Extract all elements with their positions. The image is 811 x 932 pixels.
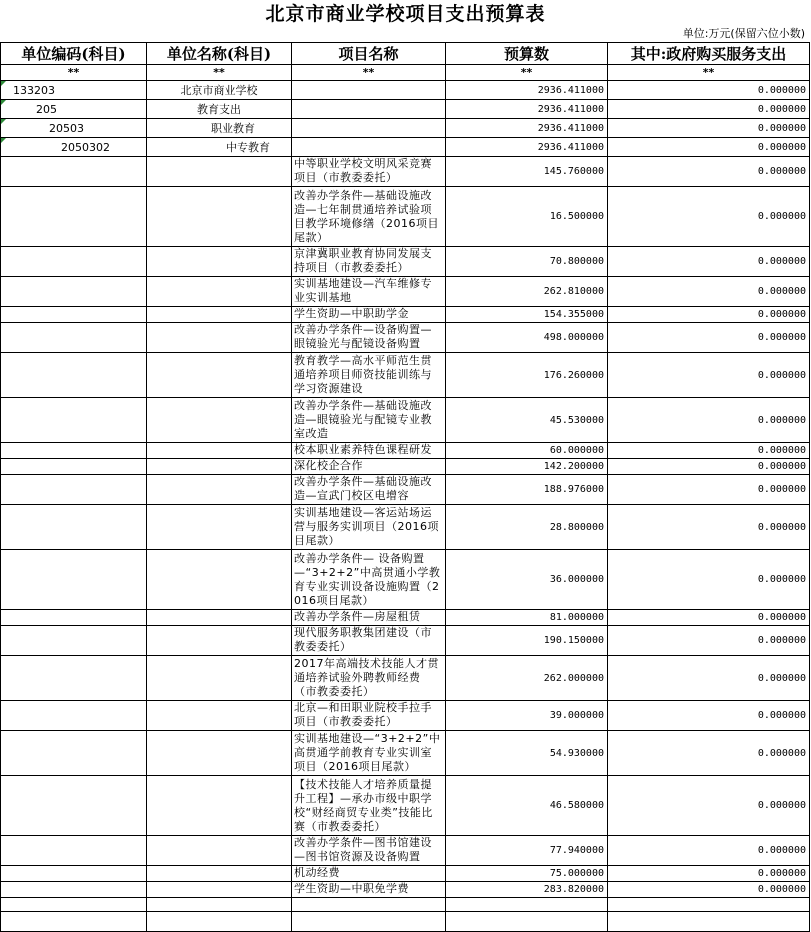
unit-name-cell (147, 550, 292, 610)
project-name-cell: 改善办学条件—基础设施改造—宣武门校区电增容 (292, 475, 446, 505)
gov-purchase-cell: 0.000000 (608, 187, 810, 247)
project-name-cell: 改善办学条件—设备购置—眼镜验光与配镜设备购置 (292, 323, 446, 353)
gov-purchase-cell: 0.000000 (608, 475, 810, 505)
table-row (1, 656, 810, 701)
budget-cell: 190.150000 (446, 626, 608, 656)
unit-code-cell (1, 656, 147, 701)
project-name-cell: 改善办学条件—图书馆建设—图书馆资源及设备购置 (292, 836, 446, 866)
table-row (1, 81, 810, 100)
table-row (1, 550, 810, 610)
project-name-cell: 2017年高端技术技能人才贯通培养试验外聘教师经费（市教委委托） (292, 656, 446, 701)
table-row (1, 157, 810, 187)
budget-cell: 39.000000 (446, 701, 608, 731)
unit-code-cell: 20503 (1, 119, 147, 138)
budget-cell: 36.000000 (446, 550, 608, 610)
unit-code-cell (1, 550, 147, 610)
budget-cell: 46.580000 (446, 776, 608, 836)
unit-name-cell (147, 459, 292, 475)
unit-name-cell (147, 776, 292, 836)
table-row (1, 701, 810, 731)
project-name-cell: 实训基地建设—“3+2+2”中高贯通学前教育专业实训室项目（2016项目尾款） (292, 731, 446, 776)
header-project-name: 项目名称 (292, 43, 446, 65)
table-row (1, 353, 810, 398)
project-name-cell: 京津冀职业教育协同发展支持项目（市教委委托） (292, 247, 446, 277)
table-row (1, 323, 810, 353)
gov-purchase-cell: 0.000000 (608, 157, 810, 187)
unit-name-cell: 职业教育 (147, 119, 292, 138)
unit-code-cell (1, 187, 147, 247)
gov-purchase-cell: 0.000000 (608, 138, 810, 157)
project-name-cell: 深化校企合作 (292, 459, 446, 475)
gov-purchase-cell: 0.000000 (608, 323, 810, 353)
project-name-cell: 改善办学条件—房屋租赁 (292, 610, 446, 626)
budget-table (0, 42, 810, 932)
unit-name-cell (147, 505, 292, 550)
unit-name-cell (147, 475, 292, 505)
project-name-cell: 改善办学条件—基础设施改造—眼镜验光与配镜专业教室改造 (292, 398, 446, 443)
unit-code-cell (1, 443, 147, 459)
unit-code-cell (1, 626, 147, 656)
project-name-cell: 中等职业学校文明风采竞赛项目（市教委委托） (292, 157, 446, 187)
unit-code-cell (1, 701, 147, 731)
header-unit-code: 单位编码(科目) (1, 43, 147, 65)
table-row (1, 836, 810, 866)
table-row (1, 475, 810, 505)
budget-cell: 283.820000 (446, 882, 608, 898)
project-name-cell: 实训基地建设—汽车维修专业实训基地 (292, 277, 446, 307)
unit-name-cell (147, 277, 292, 307)
header-budget: 预算数 (446, 43, 608, 65)
unit-name-cell (147, 157, 292, 187)
project-name-cell: 学生资助—中职助学金 (292, 307, 446, 323)
unit-code-cell (1, 353, 147, 398)
table-row (1, 731, 810, 776)
budget-cell: 498.000000 (446, 323, 608, 353)
unit-name-cell (147, 187, 292, 247)
unit-code-cell (1, 610, 147, 626)
unit-code-cell (1, 776, 147, 836)
stars-row (1, 65, 810, 81)
project-name-cell: 改善办学条件—基础设施改造—七年制贯通培养试验项目教学环境修缮（2016项目尾款） (292, 187, 446, 247)
unit-code-cell (1, 836, 147, 866)
unit-code-cell (1, 459, 147, 475)
project-name-cell: 北京—和田职业院校手拉手项目（市教委委托） (292, 701, 446, 731)
project-name-cell (292, 81, 446, 100)
empty-row (1, 912, 810, 932)
gov-purchase-cell: 0.000000 (608, 398, 810, 443)
unit-name-cell (147, 866, 292, 882)
project-name-cell: 改善办学条件— 设备购置—“3+2+2”中高贯通小学教育专业实训设备设施购置（2016项目尾款） (292, 550, 446, 610)
table-row (1, 882, 810, 898)
header-row (1, 43, 810, 65)
gov-purchase-cell: 0.000000 (608, 307, 810, 323)
unit-code-cell (1, 307, 147, 323)
unit-name-cell (147, 398, 292, 443)
table-row (1, 307, 810, 323)
budget-cell: 81.000000 (446, 610, 608, 626)
unit-name-cell (147, 656, 292, 701)
unit-name-cell (147, 353, 292, 398)
project-name-cell (292, 138, 446, 157)
project-name-cell: 教育教学—高水平师范生贯通培养项目师资技能训练与学习资源建设 (292, 353, 446, 398)
unit-note: 单位:万元(保留六位小数) (682, 27, 805, 40)
gov-purchase-cell: 0.000000 (608, 610, 810, 626)
table-row (1, 443, 810, 459)
budget-cell: 142.200000 (446, 459, 608, 475)
gov-purchase-cell: 0.000000 (608, 701, 810, 731)
project-name-cell: 现代服务职教集团建设（市教委委托） (292, 626, 446, 656)
unit-name-cell (147, 247, 292, 277)
budget-cell: 16.500000 (446, 187, 608, 247)
project-rows (1, 157, 810, 898)
budget-cell: 188.976000 (446, 475, 608, 505)
table-row (1, 505, 810, 550)
budget-cell: 77.940000 (446, 836, 608, 866)
budget-cell: 154.355000 (446, 307, 608, 323)
unit-code-cell (1, 247, 147, 277)
budget-cell: 262.810000 (446, 277, 608, 307)
budget-cell: 54.930000 (446, 731, 608, 776)
budget-cell: 45.530000 (446, 398, 608, 443)
unit-code-cell (1, 277, 147, 307)
unit-code-cell (1, 323, 147, 353)
budget-cell: 262.000000 (446, 656, 608, 701)
unit-name-cell (147, 323, 292, 353)
gov-purchase-cell: 0.000000 (608, 119, 810, 138)
unit-name-cell: 中专教育 (147, 138, 292, 157)
table-row (1, 610, 810, 626)
gov-purchase-cell: 0.000000 (608, 866, 810, 882)
header-unit-name: 单位名称(科目) (147, 43, 292, 65)
stars-cell: ** (446, 65, 608, 81)
table-row (1, 138, 810, 157)
unit-code-cell: 133203 (1, 81, 147, 100)
unit-name-cell (147, 610, 292, 626)
table-row (1, 100, 810, 119)
budget-cell: 2936.411000 (446, 100, 608, 119)
budget-cell: 176.260000 (446, 353, 608, 398)
budget-cell: 2936.411000 (446, 81, 608, 100)
gov-purchase-cell: 0.000000 (608, 656, 810, 701)
header-gov-purchase: 其中:政府购买服务支出 (608, 43, 810, 65)
gov-purchase-cell: 0.000000 (608, 731, 810, 776)
unit-code-cell (1, 157, 147, 187)
project-name-cell: 校本职业素养特色课程研发 (292, 443, 446, 459)
gov-purchase-cell: 0.000000 (608, 836, 810, 866)
stars-cell: ** (292, 65, 446, 81)
unit-name-cell (147, 443, 292, 459)
table-row (1, 187, 810, 247)
stars-cell: ** (147, 65, 292, 81)
unit-name-cell (147, 882, 292, 898)
gov-purchase-cell: 0.000000 (608, 505, 810, 550)
unit-name-cell (147, 836, 292, 866)
unit-name-cell (147, 701, 292, 731)
stars-cell: ** (608, 65, 810, 81)
project-name-cell: 实训基地建设—客运站场运营与服务实训项目（2016项目尾款） (292, 505, 446, 550)
unit-code-cell: 2050302 (1, 138, 147, 157)
project-name-cell: 【技术技能人才培养质量提升工程】—承办市级中职学校“财经商贸专业类”技能比赛（市教委委托） (292, 776, 446, 836)
unit-code-cell (1, 398, 147, 443)
table-row (1, 866, 810, 882)
unit-name-cell: 教育支出 (147, 100, 292, 119)
gov-purchase-cell: 0.000000 (608, 550, 810, 610)
gov-purchase-cell: 0.000000 (608, 882, 810, 898)
table-row (1, 277, 810, 307)
budget-cell: 2936.411000 (446, 119, 608, 138)
gov-purchase-cell: 0.000000 (608, 247, 810, 277)
stars-cell: ** (1, 65, 147, 81)
table-row (1, 398, 810, 443)
unit-code-cell: 205 (1, 100, 147, 119)
unit-code-cell (1, 731, 147, 776)
unit-name-cell (147, 307, 292, 323)
budget-cell: 2936.411000 (446, 138, 608, 157)
empty-row (1, 898, 810, 912)
budget-cell: 60.000000 (446, 443, 608, 459)
budget-cell: 70.800000 (446, 247, 608, 277)
gov-purchase-cell: 0.000000 (608, 459, 810, 475)
table-row (1, 459, 810, 475)
budget-cell: 75.000000 (446, 866, 608, 882)
unit-name-cell (147, 626, 292, 656)
project-name-cell: 机动经费 (292, 866, 446, 882)
budget-cell: 28.800000 (446, 505, 608, 550)
project-name-cell (292, 119, 446, 138)
gov-purchase-cell: 0.000000 (608, 277, 810, 307)
table-row (1, 247, 810, 277)
gov-purchase-cell: 0.000000 (608, 776, 810, 836)
gov-purchase-cell: 0.000000 (608, 353, 810, 398)
gov-purchase-cell: 0.000000 (608, 81, 810, 100)
unit-code-cell (1, 475, 147, 505)
unit-code-cell (1, 505, 147, 550)
table-row (1, 119, 810, 138)
gov-purchase-cell: 0.000000 (608, 443, 810, 459)
table-row (1, 776, 810, 836)
page-title: 北京市商业学校项目支出预算表 (265, 3, 546, 25)
unit-name-cell (147, 731, 292, 776)
budget-cell: 145.760000 (446, 157, 608, 187)
project-name-cell: 学生资助—中职免学费 (292, 882, 446, 898)
project-name-cell (292, 100, 446, 119)
unit-code-cell (1, 882, 147, 898)
table-row (1, 626, 810, 656)
unit-code-cell (1, 866, 147, 882)
unit-name-cell: 北京市商业学校 (147, 81, 292, 100)
gov-purchase-cell: 0.000000 (608, 626, 810, 656)
gov-purchase-cell: 0.000000 (608, 100, 810, 119)
